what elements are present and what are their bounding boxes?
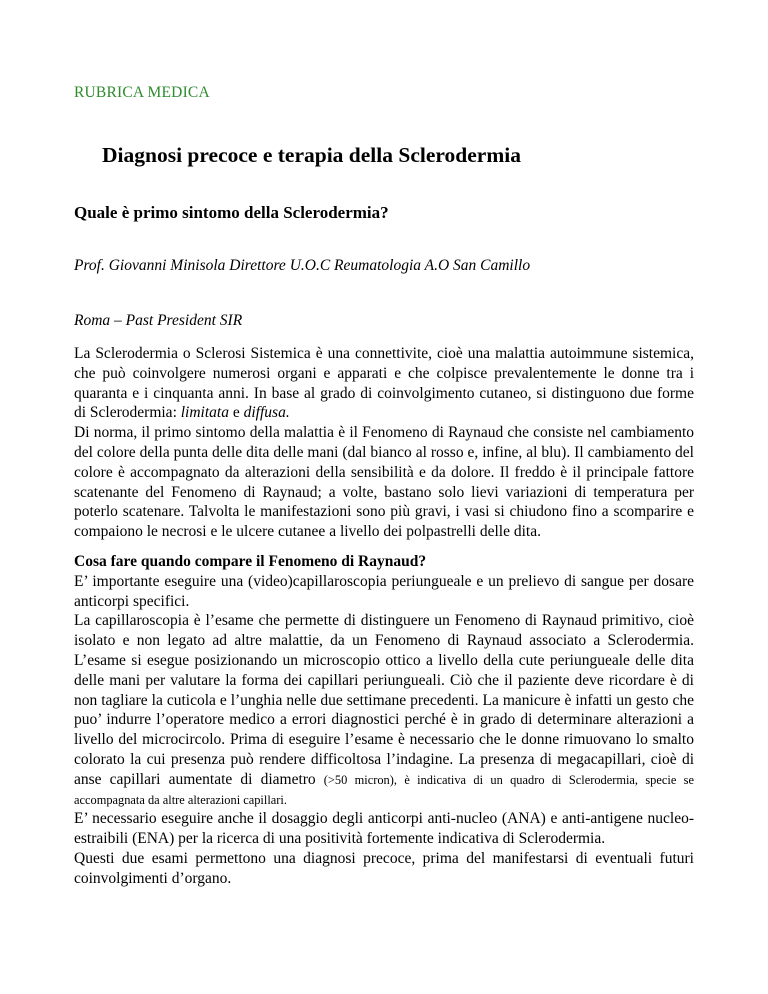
section-heading-text: Cosa fare quando compare il Fenomeno di Raynaud? bbox=[74, 552, 427, 570]
author-line-2: Roma – Past President SIR bbox=[74, 312, 243, 329]
article-subtitle: Quale è primo sintomo della Sclerodermia? bbox=[74, 203, 389, 222]
article-title: Diagnosi precoce e terapia della Sclerodermia bbox=[102, 143, 521, 167]
rubric-label: RUBRICA MEDICA bbox=[74, 84, 210, 101]
paragraph-intro bbox=[74, 344, 694, 423]
intro-text: La Sclerodermia o Sclerosi Sistemica è una connettivite, cioè una malattia autoimmune sistemica, che può coinvolgere numerosi organi e apparati e che colpisce prevalentemente le donne tra i quaranta e i cinquanta anni. In base al grado di coinvolgimento cutaneo, si distinguono due forme di Sclerodermia: bbox=[74, 345, 694, 422]
author-line-1: Prof. Giovanni Minisola Direttore U.O.C Reumatologia A.O San Camillo bbox=[74, 257, 531, 274]
paragraph-conclusion: Questi due esami permettono una diagnosi precoce, prima del manifestarsi di eventuali futuri coinvolgimenti d’organo. bbox=[74, 849, 694, 887]
form-limitata: limitata bbox=[180, 404, 229, 422]
paragraph-exams: E’ importante eseguire una (video)capillaroscopia periungueale e un prelievo di sangue per dosare anticorpi specifici. bbox=[74, 572, 694, 610]
paragraph-antibodies: E’ necessario eseguire anche il dosaggio degli anticorpi anti-nucleo (ANA) e anti-antigene nucleo-estraibili (ENA) per la ricerca di una positività fortemente indicativa di Sclerodermia. bbox=[74, 810, 694, 848]
paragraph-capillaroscopy bbox=[74, 611, 694, 809]
capillaroscopy-text: La capillaroscopia è l’esame che permette di distinguere un Fenomeno di Raynaud primitivo, cioè isolato e non legato ad altre malattie, da un Fenomeno di Raynaud associato a Sclerodermia. L’esame si esegue posizionando un microscopio ottico a livello della cute periungueale delle dita delle mani per valutare la forma dei capillari periungueali. Ciò che il paziente deve ricordare è di non tagliare la cuticola e l’unghia nelle due settimane precedenti. La manicure è infatti un gesto che puo’ indurre l’operatore medico a errori diagnostici perché è in grado di determinare alterazioni a livello del microcircolo. Prima di eseguire l’esame è necessario che le donne rimuovano lo smalto colorato la cui presenza può rendere difficoltosa l’indagine. La presenza di megacapillari, cioè di anse capillari aumentate di diametro bbox=[74, 612, 694, 788]
capillaroscopy-small-text: (>50 micron), è indicativa di un quadro di Sclerodermia, specie se accompagnata da altre alterazioni capillari. bbox=[74, 772, 694, 807]
intro-conjunction: e bbox=[228, 404, 244, 422]
article-body bbox=[74, 344, 694, 889]
paragraph-first-symptom: Di norma, il primo sintomo della malattia è il Fenomeno di Raynaud che consiste nel cambiamento del colore della punta delle dita delle mani (dal bianco al rosso e, infine, al blu). Il cambiamento del colore è accompagnato da alterazioni della sensibilità e da dolore. Il freddo è il principale fattore scatenante del Fenomeno di Raynaud; a volte, bastano solo lievi variazioni di temperatura per poterlo scatenare. Talvolta le manifestazioni sono più gravi, i vasi si chiudono fino a scomparire e compaiono le necrosi e le ulcere cutanee a livello dei polpastrelli delle dita. bbox=[74, 424, 694, 541]
section-heading bbox=[74, 552, 694, 572]
form-diffusa: diffusa. bbox=[243, 404, 290, 422]
